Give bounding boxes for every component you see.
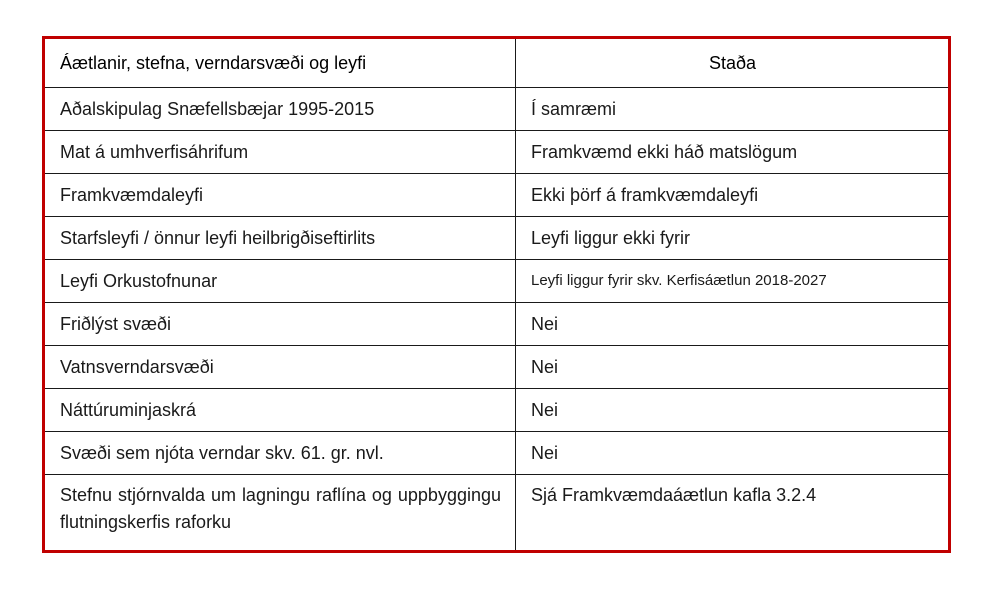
row-status: Nei	[516, 432, 950, 475]
row-item: Svæði sem njóta verndar skv. 61. gr. nvl.	[44, 432, 516, 475]
plans-permits-table	[42, 36, 951, 553]
table-row	[44, 303, 950, 346]
table-row	[44, 131, 950, 174]
header-plans-policy-permits: Áætlanir, stefna, verndarsvæði og leyfi	[44, 38, 516, 88]
row-status: Ekki þörf á framkvæmdaleyfi	[516, 174, 950, 217]
table-row	[44, 346, 950, 389]
table-row	[44, 475, 950, 552]
row-item: Framkvæmdaleyfi	[44, 174, 516, 217]
table-header-row	[44, 38, 950, 88]
row-item: Stefnu stjórnvalda um lagningu raflína og uppbyggingu flutningskerfis raforku	[44, 475, 516, 552]
row-status: Leyfi liggur fyrir skv. Kerfisáætlun 2018-2027	[516, 260, 950, 303]
row-item: Vatnsverndarsvæði	[44, 346, 516, 389]
row-item: Mat á umhverfisáhrifum	[44, 131, 516, 174]
row-status: Framkvæmd ekki háð matslögum	[516, 131, 950, 174]
table-row	[44, 174, 950, 217]
row-status: Leyfi liggur ekki fyrir	[516, 217, 950, 260]
row-item: Starfsleyfi / önnur leyfi heilbrigðiseftirlits	[44, 217, 516, 260]
row-item: Náttúruminjaskrá	[44, 389, 516, 432]
row-item: Leyfi Orkustofnunar	[44, 260, 516, 303]
table-row	[44, 217, 950, 260]
table-row	[44, 432, 950, 475]
row-status: Í samræmi	[516, 88, 950, 131]
row-item: Friðlýst svæði	[44, 303, 516, 346]
row-status: Sjá Framkvæmdaáætlun kafla 3.2.4	[516, 475, 950, 552]
header-status: Staða	[516, 38, 950, 88]
row-status: Nei	[516, 389, 950, 432]
row-status: Nei	[516, 346, 950, 389]
row-item: Aðalskipulag Snæfellsbæjar 1995-2015	[44, 88, 516, 131]
row-status: Nei	[516, 303, 950, 346]
table-row	[44, 389, 950, 432]
table-row	[44, 88, 950, 131]
table-row	[44, 260, 950, 303]
